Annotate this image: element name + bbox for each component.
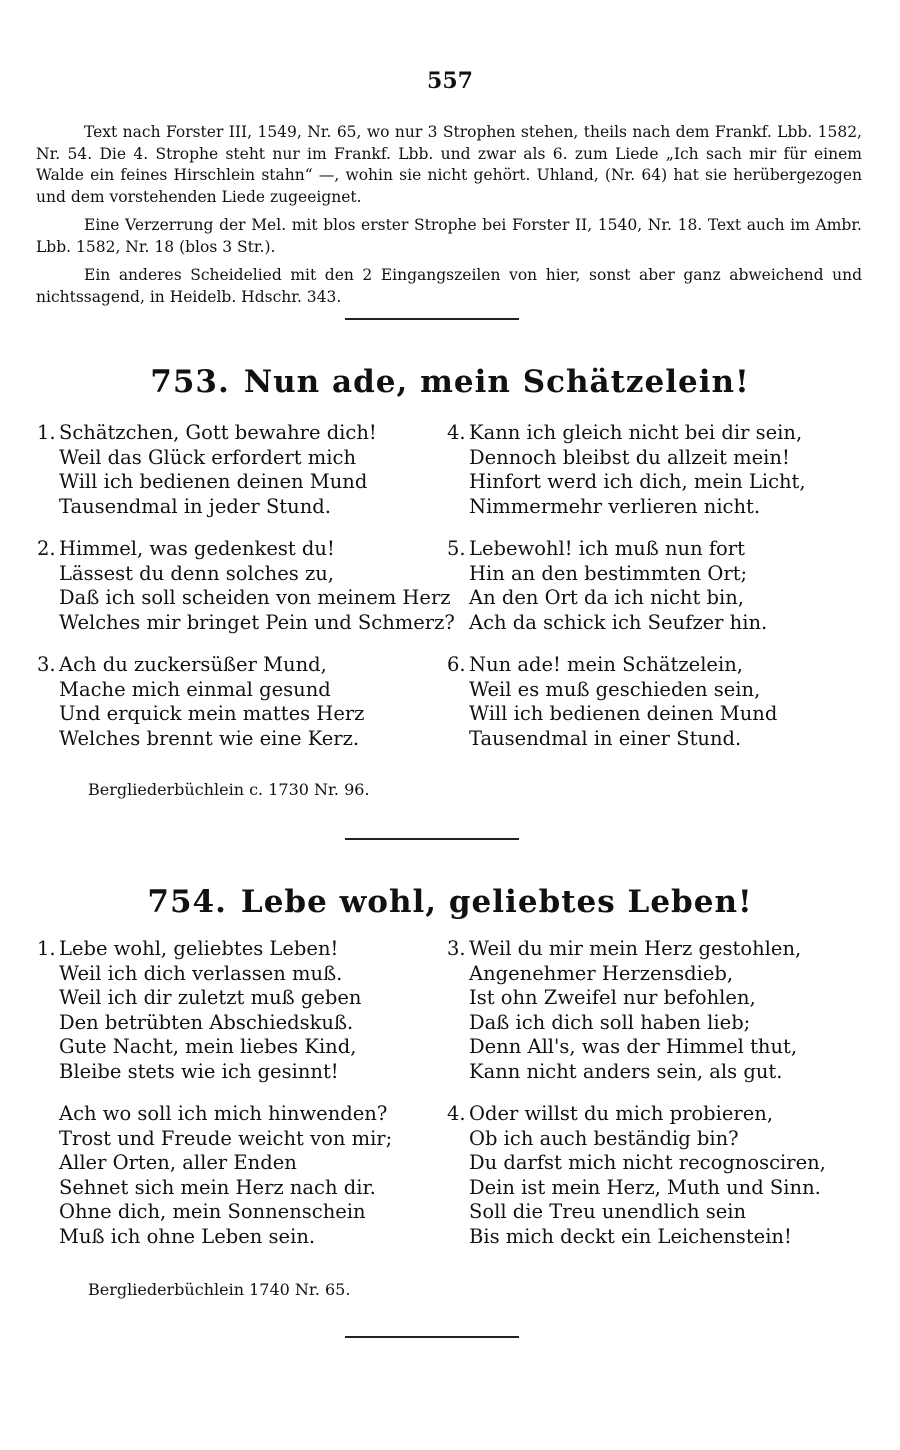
song-title: Nun ade, mein Schätzelein! (243, 364, 750, 400)
verse-text: Daß ich soll scheiden von meinem Herz (59, 586, 451, 609)
verse-line (447, 446, 857, 471)
verse-line (447, 562, 857, 587)
section-divider (345, 318, 519, 320)
verse-text: An den Ort da ich nicht bin, (469, 586, 744, 609)
verse-line (447, 1225, 857, 1250)
verse-text: Himmel, was gedenkest du! (59, 537, 335, 560)
verse-line (37, 610, 455, 636)
verse-text: Gute Nacht, mein liebes Kind, (59, 1035, 357, 1058)
stanza-number: 6. (447, 653, 466, 676)
verse-text: Ach wo soll ich mich hinwenden? (59, 1102, 388, 1125)
verse-line (447, 586, 857, 611)
verse-line (447, 495, 857, 520)
stanza (447, 537, 857, 635)
verse-line (447, 470, 857, 495)
verse-line (37, 1127, 447, 1152)
song-753-heading (0, 364, 900, 400)
verse-line (37, 727, 447, 752)
verse-text: Aller Orten, aller Enden (59, 1151, 297, 1174)
verse-line (447, 537, 857, 562)
verse-line (37, 586, 451, 611)
verse-line (37, 1225, 447, 1250)
verse-line (37, 678, 447, 703)
verse-text: Lässest du denn solches zu, (59, 561, 334, 585)
verse-text: Soll die Treu unendlich sein (469, 1200, 747, 1223)
verse-text: Weil ich dich verlassen muß. (59, 961, 343, 985)
section-divider (345, 1336, 519, 1338)
verse-text: Ob ich auch beständig bin? (469, 1126, 739, 1150)
verse-line (37, 1200, 447, 1225)
verse-text: Lebe wohl, geliebtes Leben! (59, 937, 339, 960)
verse-text: Ach du zuckersüßer Mund, (59, 653, 327, 676)
verse-text: Nimmermehr verlieren nicht. (469, 494, 761, 518)
verse-text: Will ich bedienen deinen Mund (469, 702, 778, 725)
verse-text: Denn All's, was der Himmel thut, (469, 1035, 798, 1058)
verse-text: Dein ist mein Herz, Muth und Sinn. (469, 1175, 821, 1199)
note-paragraph: Ein anderes Scheidelied mit den 2 Eingangszeilen von hier, sonst aber ganz abweichend und nichtssagend, in Heidelb. Hdschr. 343. (36, 266, 862, 306)
verse-line (37, 1151, 447, 1176)
song-754-heading (0, 884, 900, 920)
stanza-number: 2. (37, 537, 56, 560)
verse-text: Hinfort werd ich dich, mein Licht, (469, 470, 806, 493)
stanza (37, 653, 447, 751)
verse-text: Ist ohn Zweifel nur befohlen, (469, 986, 756, 1009)
song-753-source: Bergliederbüchlein c. 1730 Nr. 96. (88, 780, 370, 799)
stanza (37, 421, 447, 519)
stanza-number: 1. (37, 937, 56, 960)
verse-text: Kann ich gleich nicht bei dir sein, (469, 421, 803, 444)
verse-line (447, 653, 857, 678)
verse-line (447, 1060, 857, 1085)
song-number: 753. (150, 364, 230, 400)
verse-line (37, 653, 447, 678)
verse-line (447, 678, 857, 703)
verse-line (447, 702, 857, 727)
verse-text: Ach da schick ich Seufzer hin. (469, 610, 768, 634)
stanza-number: 4. (447, 421, 466, 444)
verse-line (447, 1035, 857, 1060)
verse-text: Weil ich dir zuletzt muß geben (59, 986, 362, 1009)
stanza (37, 937, 447, 1084)
verse-text: Weil es muß geschieden sein, (469, 677, 761, 701)
verse-line (37, 495, 447, 520)
verse-text: Schätzchen, Gott bewahre dich! (59, 421, 377, 444)
verse-line (37, 937, 447, 962)
verse-text: Den betrübten Abschiedskuß. (59, 1010, 354, 1034)
verse-line (37, 421, 447, 446)
verse-text: Und erquick mein mattes Herz (59, 702, 365, 725)
stanza (447, 1102, 857, 1249)
stanza-number: 3. (447, 937, 466, 960)
verse-line (447, 1200, 857, 1225)
verse-text: Bis mich deckt ein Leichenstein! (469, 1224, 792, 1248)
note-paragraph: Eine Verzerrung der Mel. mit blos erster Strophe bei Forster II, 1540, Nr. 18. Text auch im Ambr. Lbb. 1582, Nr. 18 (blos 3 Str.). (36, 216, 862, 256)
verse-line (37, 470, 447, 495)
verse-text: Angenehmer Herzensdieb, (469, 961, 734, 985)
verse-text: Kann nicht anders sein, als gut. (469, 1059, 783, 1083)
stanza (37, 1102, 447, 1249)
verse-text: Tausendmal in einer Stund. (469, 726, 742, 750)
verse-text: Hin an den bestimmten Ort; (469, 561, 748, 585)
song-754-left-column (37, 937, 447, 1267)
verse-line (37, 986, 447, 1011)
verse-line (37, 562, 447, 587)
verse-text: Ohne dich, mein Sonnenschein (59, 1200, 366, 1223)
stanza-number: 1. (37, 421, 56, 444)
song-title: Lebe wohl, geliebtes Leben! (240, 884, 753, 920)
stanza-number: 5. (447, 537, 466, 560)
song-754-source: Bergliederbüchlein 1740 Nr. 65. (88, 1280, 351, 1299)
verse-line (37, 537, 447, 562)
song-number: 754. (147, 884, 227, 920)
verse-text: Tausendmal in jeder Stund. (59, 494, 331, 518)
verse-text: Oder willst du mich probieren, (469, 1102, 774, 1125)
verse-line (447, 1127, 857, 1152)
verse-line (447, 986, 857, 1011)
verse-text: Dennoch bleibst du allzeit mein! (469, 445, 790, 469)
song-753-right-column (447, 421, 857, 769)
verse-line (447, 962, 857, 987)
editorial-notes (36, 122, 862, 315)
stanza-number: 3. (37, 653, 56, 676)
verse-text: Mache mich einmal gesund (59, 677, 331, 701)
page-number: 557 (427, 68, 473, 94)
verse-line (37, 446, 447, 471)
verse-text: Lebewohl! ich muß nun fort (469, 537, 745, 560)
song-754-right-column (447, 937, 857, 1267)
verse-line (37, 1176, 447, 1201)
verse-text: Sehnet sich mein Herz nach dir. (59, 1175, 376, 1199)
verse-line (37, 1035, 447, 1060)
note-paragraph: Text nach Forster III, 1549, Nr. 65, wo nur 3 Strophen stehen, theils nach dem Frankf. Lbb. 1582, Nr. 54. Die 4. Strophe steht nur im Frankf. Lbb. und zwar als 6. zum Liede „Ich sach mir für einem Walde ein feines Hirschlein stahn“ —, wohin sie nicht gehört. Uhland, (Nr. 64) hat sie herübergezogen und dem vorstehenden Liede zugeeignet. (36, 123, 862, 206)
verse-text: Weil du mir mein Herz gestohlen, (469, 937, 802, 960)
verse-line (447, 1151, 857, 1176)
verse-line (37, 1011, 447, 1036)
stanza (447, 421, 857, 519)
verse-text: Nun ade! mein Schätzelein, (469, 653, 743, 676)
verse-text: Trost und Freude weicht von mir; (59, 1126, 393, 1150)
verse-line (447, 1176, 857, 1201)
verse-line (447, 727, 857, 752)
verse-text: Bleibe stets wie ich gesinnt! (59, 1059, 339, 1083)
song-753-left-column (37, 421, 455, 769)
verse-text: Muß ich ohne Leben sein. (59, 1224, 316, 1248)
verse-line (37, 1060, 447, 1085)
verse-line (37, 962, 447, 987)
stanza (37, 537, 455, 635)
verse-text: Welches brennt wie eine Kerz. (59, 726, 360, 750)
verse-line (37, 1102, 447, 1127)
verse-text: Daß ich dich soll haben lieb; (469, 1010, 751, 1034)
verse-line (447, 937, 857, 962)
stanza (447, 937, 857, 1084)
verse-line (447, 611, 857, 636)
verse-line (447, 1102, 857, 1127)
verse-text: Weil das Glück erfordert mich (59, 445, 357, 469)
verse-line (447, 1011, 857, 1036)
verse-text: Du darfst mich nicht recognosciren, (469, 1151, 826, 1174)
verse-line (37, 702, 447, 727)
verse-text: Will ich bedienen deinen Mund (59, 470, 368, 493)
verse-line (447, 421, 857, 446)
stanza (447, 653, 857, 751)
stanza-number: 4. (447, 1102, 466, 1125)
section-divider (345, 838, 519, 840)
verse-text: Welches mir bringet Pein und Schmerz? (59, 610, 455, 634)
